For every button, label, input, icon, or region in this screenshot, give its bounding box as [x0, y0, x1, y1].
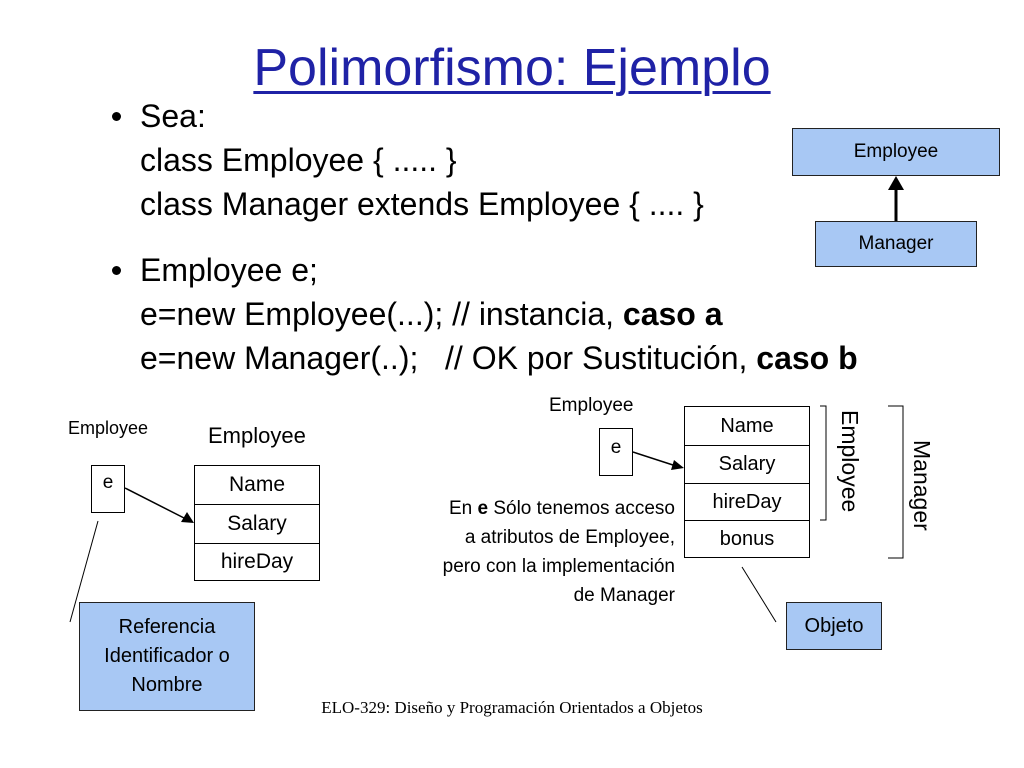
reference-callout	[79, 602, 255, 711]
case-a-obj-type-label: Employee	[208, 423, 306, 448]
case-a-field-hireday: hireDay	[194, 543, 320, 581]
access-note-line-2: a atributos de Employee,	[464, 527, 675, 548]
case-a-ref-type-label: Employee	[68, 418, 149, 438]
employee-bracket	[820, 406, 826, 520]
reference-callout-line-1: Referencia	[118, 616, 216, 638]
bullet-2-line-2: e=new Employee(...); // instancia, caso a	[140, 296, 723, 332]
case-b-field-hireday: hireDay	[684, 483, 810, 521]
object-callout-line	[742, 567, 776, 622]
case-b-ref-type-label: Employee	[549, 395, 634, 416]
reference-callout-line-3: Nombre	[131, 674, 203, 696]
case-b-field-name: Name	[684, 406, 810, 446]
reference-callout-line-2: Identificador o	[104, 645, 230, 667]
slide-title: Polimorfismo: Ejemplo	[253, 39, 771, 97]
bullet-1-line-2: class Employee { ..... }	[140, 142, 457, 178]
access-note-line-3: pero con la implementación	[442, 556, 675, 577]
access-note-line-1: En e Sólo tenemos acceso	[448, 498, 675, 519]
case-a-field-name: Name	[194, 465, 320, 505]
pointer-arrow-a	[125, 488, 186, 519]
bullet-1-line-1: Sea:	[140, 98, 206, 134]
bullet-2-line-1: Employee e;	[140, 252, 318, 288]
case-a-variable-e: e	[91, 465, 125, 513]
footer: ELO-329: Diseño y Programación Orientados a Objetos	[321, 698, 703, 717]
case-b-field-salary: Salary	[684, 445, 810, 484]
bullet-2-line-3: e=new Manager(..); // OK por Sustitución, caso b	[140, 340, 858, 376]
hierarchy-manager-box: Manager	[815, 221, 977, 267]
case-b-variable-e: e	[599, 428, 633, 476]
access-note	[370, 494, 675, 610]
pointer-arrowhead-b	[671, 460, 684, 470]
employee-bracket-label: Employee	[837, 410, 863, 513]
hierarchy-employee-box: Employee	[792, 128, 1000, 176]
manager-bracket-label: Manager	[909, 440, 935, 531]
inheritance-arrowhead	[888, 176, 904, 190]
access-note-line-4: de Manager	[573, 585, 675, 606]
object-callout: Objeto	[786, 602, 882, 650]
pointer-arrow-b	[633, 452, 676, 466]
case-b-field-bonus: bonus	[684, 520, 810, 558]
bullet-1-line-3: class Manager extends Employee { .... }	[140, 186, 704, 222]
case-a-field-salary: Salary	[194, 504, 320, 544]
manager-bracket	[888, 406, 903, 558]
